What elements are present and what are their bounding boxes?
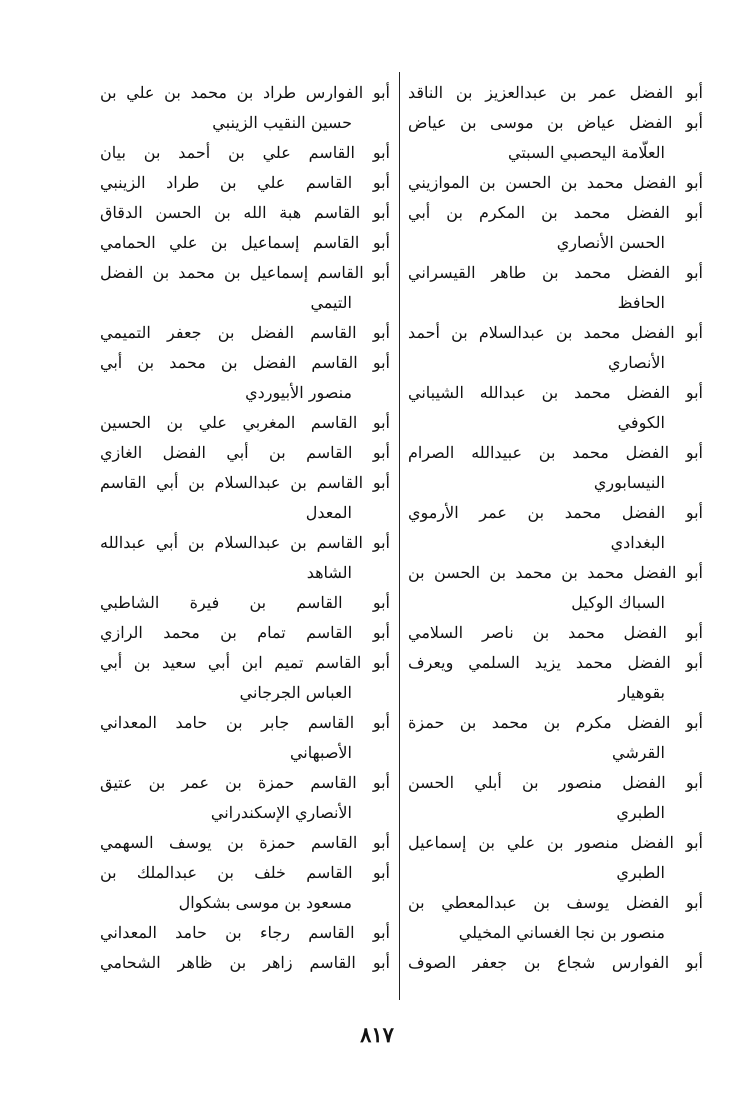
entry-continuation: المعدل <box>305 503 352 522</box>
index-entry <box>100 258 390 318</box>
entry-continuation: بقوهيار <box>618 683 665 702</box>
index-entry <box>408 78 703 108</box>
entry-text: أبو القاسم الفضل بن محمد بن أبي <box>100 353 390 372</box>
index-entry <box>100 528 390 588</box>
index-entry <box>100 918 390 948</box>
entry-text: أبو القاسم علي بن طراد الزينبي <box>100 173 390 192</box>
entry-text: أبو القاسم بن أبي الفضل الغازي <box>100 443 390 462</box>
entry-continuation: القرشي <box>612 743 665 762</box>
entry-continuation: البغدادي <box>610 533 665 552</box>
entry-text: أبو الفضل محمد بن عبيدالله الصرام <box>408 443 703 462</box>
index-entry <box>408 258 703 318</box>
index-entry <box>408 198 703 258</box>
index-entry <box>408 768 703 828</box>
index-entry <box>100 408 390 438</box>
entry-text: أبو القاسم حمزة بن عمر بن عتيق <box>100 773 390 792</box>
index-entry <box>100 948 390 978</box>
entry-continuation: الشاهد <box>306 563 352 582</box>
entry-continuation: منصور الأبيوردي <box>245 383 352 402</box>
entry-text: أبو القاسم زاهر بن ظاهر الشحامي <box>100 953 390 972</box>
entry-continuation: حسين النقيب الزينبي <box>212 113 352 132</box>
entry-text: أبو الفضل منصور بن أبلي الحسن <box>408 773 703 792</box>
entry-text: أبو القاسم علي بن أحمد بن بيان <box>100 143 390 162</box>
entry-text: أبو القاسم بن عبدالسلام بن أبي القاسم <box>100 473 390 492</box>
index-entry <box>408 168 703 198</box>
entry-text: أبو القاسم إسماعيل بن محمد بن الفضل <box>100 263 390 282</box>
entry-continuation: الأصبهاني <box>289 743 352 762</box>
right-column-index <box>408 78 703 978</box>
index-entry <box>408 948 703 978</box>
index-entry <box>100 768 390 828</box>
entry-text: أبو الفضل محمد بن عمر الأرموي <box>408 503 703 522</box>
index-entry <box>100 78 390 138</box>
index-entry <box>408 558 703 618</box>
index-entry <box>408 618 703 648</box>
column-divider <box>399 72 400 1000</box>
entry-continuation: منصور بن نجا الغساني المخيلي <box>458 923 665 942</box>
entry-continuation: الأنصاري <box>607 353 665 372</box>
entry-text: أبو الفضل محمد بن محمد بن الحسن بن <box>408 563 703 582</box>
entry-text: أبو الفضل محمد بن عبدالله الشيباني <box>408 383 703 402</box>
index-entry <box>408 828 703 888</box>
index-entry <box>100 708 390 768</box>
index-entry <box>408 108 703 168</box>
index-entry <box>100 318 390 348</box>
entry-text: أبو القاسم الفضل بن جعفر التميمي <box>100 323 390 342</box>
entry-text: أبو الفضل عياض بن موسى بن عياض <box>408 113 703 132</box>
entry-text: أبو القاسم تميم ابن أبي سعيد بن أبي <box>100 653 390 672</box>
entry-text: أبو القاسم رجاء بن حامد المعداني <box>100 923 390 942</box>
index-entry <box>100 348 390 408</box>
entry-continuation: العلّامة اليحصبي السبتي <box>507 143 665 162</box>
index-entry <box>408 888 703 948</box>
entry-text: أبو الفضل عمر بن عبدالعزيز بن الناقد <box>408 83 703 102</box>
entry-continuation: مسعود بن موسى بشكوال <box>178 893 352 912</box>
index-entry <box>100 588 390 618</box>
entry-continuation: السباك الوكيل <box>571 593 665 612</box>
index-entry <box>100 648 390 708</box>
index-entry <box>408 708 703 768</box>
index-entry <box>100 168 390 198</box>
entry-continuation: الطبري <box>616 803 665 822</box>
entry-continuation: الحسن الأنصاري <box>556 233 665 252</box>
entry-text: أبو القاسم بن عبدالسلام بن أبي عبدالله <box>100 533 390 552</box>
entry-text: أبو الفضل يوسف بن عبدالمعطي بن <box>408 893 703 912</box>
entry-text: أبو الفضل محمد بن المكرم بن أبي <box>408 203 703 222</box>
index-entry <box>408 378 703 438</box>
entry-continuation: التيمي <box>310 293 352 312</box>
index-entry <box>100 198 390 228</box>
index-entry <box>408 648 703 708</box>
index-entry <box>100 858 390 918</box>
index-entry <box>100 618 390 648</box>
entry-text: أبو القاسم تمام بن محمد الرازي <box>100 623 390 642</box>
entry-text: أبو القاسم جابر بن حامد المعداني <box>100 713 390 732</box>
entry-text: أبو الفضل محمد بن عبدالسلام بن أحمد <box>408 323 703 342</box>
entry-text: أبو الفضل منصور بن علي بن إسماعيل <box>408 833 703 852</box>
entry-text: أبو الفوارس شجاع بن جعفر الصوف <box>408 953 703 972</box>
index-entry <box>408 318 703 378</box>
entry-continuation: الحافظ <box>617 293 665 312</box>
entry-text: أبو القاسم خلف بن عبدالملك بن <box>100 863 390 882</box>
left-column-index <box>100 78 390 978</box>
entry-text: أبو الفوارس طراد بن محمد بن علي بن <box>100 83 390 102</box>
entry-text: أبو القاسم بن فيرة الشاطبي <box>100 593 390 612</box>
entry-continuation: النيسابوري <box>593 473 665 492</box>
index-entry <box>408 498 703 558</box>
entry-text: أبو الفضل محمد بن ناصر السلامي <box>408 623 703 642</box>
index-entry <box>100 828 390 858</box>
entry-text: أبو القاسم إسماعيل بن علي الحمامي <box>100 233 390 252</box>
index-entry <box>100 468 390 528</box>
entry-text: أبو الفضل مكرم بن محمد بن حمزة <box>408 713 703 732</box>
entry-continuation: العباس الجرجاني <box>239 683 352 702</box>
entry-text: أبو الفضل محمد بن الحسن بن الموازيني <box>408 173 703 192</box>
index-entry <box>100 438 390 468</box>
entry-continuation: الكوفي <box>617 413 665 432</box>
index-entry <box>100 138 390 168</box>
entry-text: أبو القاسم حمزة بن يوسف السهمي <box>100 833 390 852</box>
entry-text: أبو الفضل محمد يزيد السلمي ويعرف <box>408 653 703 672</box>
page-number: ٨١٧ <box>360 1022 394 1047</box>
entry-text: أبو الفضل محمد بن طاهر القيسراني <box>408 263 703 282</box>
entry-continuation: الطبري <box>616 863 665 882</box>
entry-text: أبو القاسم المغربي علي بن الحسين <box>100 413 390 432</box>
entry-continuation: الأنصاري الإسكندراني <box>210 803 352 822</box>
index-entry <box>408 438 703 498</box>
entry-text: أبو القاسم هبة الله بن الحسن الدقاق <box>100 203 390 222</box>
index-entry <box>100 228 390 258</box>
